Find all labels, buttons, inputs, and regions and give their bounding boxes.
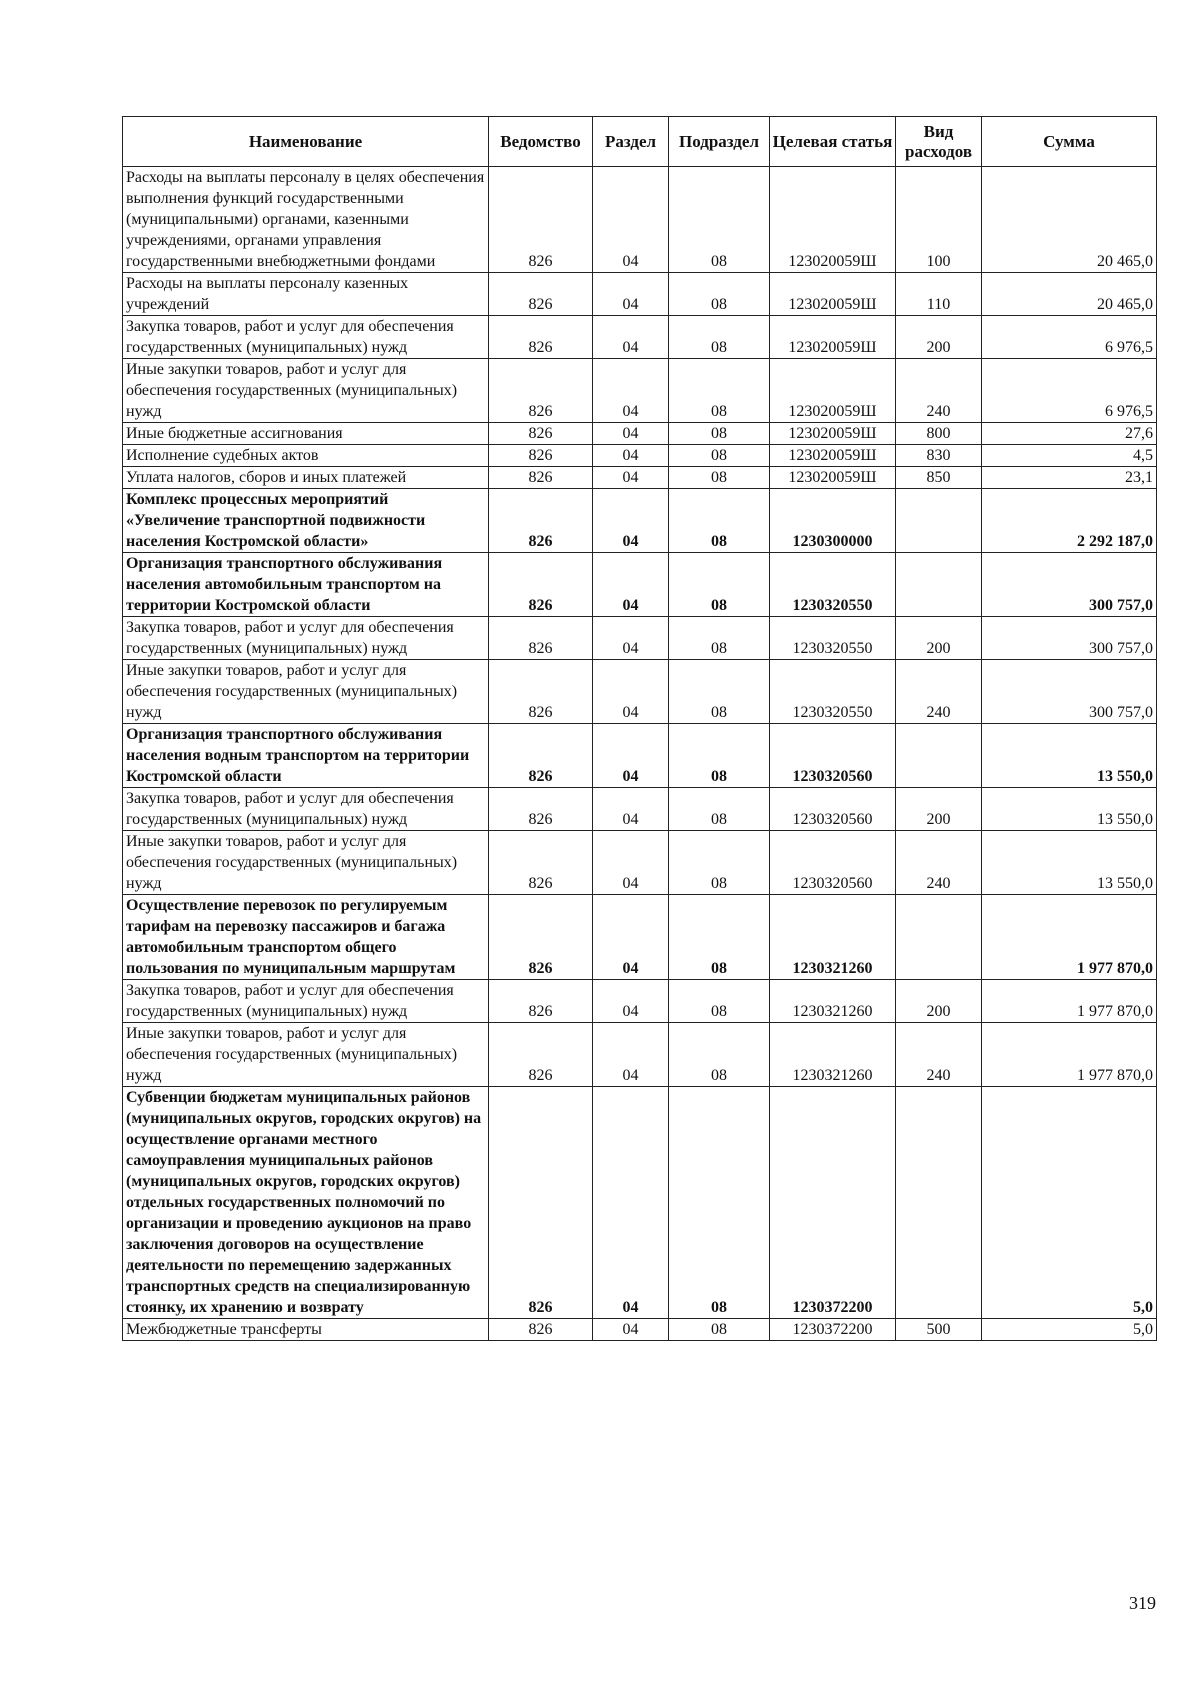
row-name: Иные бюджетные ассигнования: [123, 423, 489, 445]
row-subsection: 08: [669, 660, 770, 724]
table-row: [123, 660, 1157, 724]
row-dept: 826: [489, 423, 593, 445]
row-name: Организация транспортного обслуживания населения автомобильным транспортом на территории Костромской области: [123, 553, 489, 617]
row-subsection: 08: [669, 553, 770, 617]
table-row: [123, 1319, 1157, 1341]
header-section: Раздел: [593, 117, 669, 167]
row-section: 04: [593, 724, 669, 788]
row-dept: 826: [489, 316, 593, 359]
row-exptype: 240: [896, 831, 982, 895]
row-exptype: 240: [896, 660, 982, 724]
row-article: 123020059Ш: [770, 167, 896, 273]
row-name: Исполнение судебных актов: [123, 445, 489, 467]
row-article: 1230372200: [770, 1087, 896, 1319]
row-article: 1230300000: [770, 489, 896, 553]
row-subsection: 08: [669, 467, 770, 489]
row-amount: 6 976,5: [982, 316, 1157, 359]
row-dept: 826: [489, 724, 593, 788]
row-amount: 23,1: [982, 467, 1157, 489]
row-amount: 1 977 870,0: [982, 1023, 1157, 1087]
row-name: Субвенции бюджетам муниципальных районов (муниципальных округов, городских округов) на осуществление органами местного самоуправления муниципальных районов (муниципальных округов, городских округов) отдельных государственных полномочий по организации и проведению аукционов на право заключения договоров на осуществление деятельности по перемещению задержанных транспортных средств на специализированную стоянку, их хранению и возврату: [123, 1087, 489, 1319]
row-article: 123020059Ш: [770, 273, 896, 316]
table-row: [123, 1023, 1157, 1087]
row-amount: 300 757,0: [982, 617, 1157, 660]
header-name: Наименование: [123, 117, 489, 167]
row-name: Комплекс процессных мероприятий «Увеличение транспортной подвижности населения Костромской области»: [123, 489, 489, 553]
row-exptype: 500: [896, 1319, 982, 1341]
row-dept: 826: [489, 359, 593, 423]
table-row-bold: [123, 553, 1157, 617]
row-amount: 27,6: [982, 423, 1157, 445]
row-dept: 826: [489, 167, 593, 273]
row-article: 1230372200: [770, 1319, 896, 1341]
row-article: 1230320550: [770, 660, 896, 724]
header-dept: Ведомство: [489, 117, 593, 167]
header-amount: Сумма: [982, 117, 1157, 167]
row-name: Закупка товаров, работ и услуг для обеспечения государственных (муниципальных) нужд: [123, 617, 489, 660]
row-exptype: [896, 895, 982, 980]
row-article: 123020059Ш: [770, 423, 896, 445]
row-name: Организация транспортного обслуживания населения водным транспортом на территории Костромской области: [123, 724, 489, 788]
row-article: 123020059Ш: [770, 467, 896, 489]
row-section: 04: [593, 788, 669, 831]
row-name: Закупка товаров, работ и услуг для обеспечения государственных (муниципальных) нужд: [123, 316, 489, 359]
table-row: [123, 788, 1157, 831]
table-row: [123, 273, 1157, 316]
row-section: 04: [593, 553, 669, 617]
row-amount: 1 977 870,0: [982, 895, 1157, 980]
row-amount: 1 977 870,0: [982, 980, 1157, 1023]
page-number: 319: [1129, 1593, 1156, 1613]
row-name: Расходы на выплаты персоналу казенных учреждений: [123, 273, 489, 316]
row-article: 123020059Ш: [770, 359, 896, 423]
row-article: 1230320550: [770, 617, 896, 660]
row-amount: 5,0: [982, 1319, 1157, 1341]
row-exptype: 800: [896, 423, 982, 445]
row-subsection: 08: [669, 980, 770, 1023]
row-section: 04: [593, 1023, 669, 1087]
table-header-row: [123, 117, 1157, 167]
row-amount: 4,5: [982, 445, 1157, 467]
row-section: 04: [593, 489, 669, 553]
row-name: Расходы на выплаты персоналу в целях обеспечения выполнения функций государственными (муниципальными) органами, казенными учреждениями, органами управления государственными внебюджетными фондами: [123, 167, 489, 273]
row-amount: 6 976,5: [982, 359, 1157, 423]
row-dept: 826: [489, 553, 593, 617]
row-dept: 826: [489, 467, 593, 489]
row-exptype: [896, 724, 982, 788]
table-row-bold: [123, 724, 1157, 788]
row-exptype: 200: [896, 788, 982, 831]
row-subsection: 08: [669, 788, 770, 831]
row-name: Межбюджетные трансферты: [123, 1319, 489, 1341]
table-row-bold: [123, 1087, 1157, 1319]
row-subsection: 08: [669, 831, 770, 895]
row-subsection: 08: [669, 167, 770, 273]
row-dept: 826: [489, 617, 593, 660]
table-row: [123, 167, 1157, 273]
row-amount: 300 757,0: [982, 660, 1157, 724]
row-dept: 826: [489, 445, 593, 467]
row-article: 1230320550: [770, 553, 896, 617]
table-row: [123, 980, 1157, 1023]
header-subsection: Подраздел: [669, 117, 770, 167]
row-name: Закупка товаров, работ и услуг для обеспечения государственных (муниципальных) нужд: [123, 788, 489, 831]
table-row-bold: [123, 489, 1157, 553]
row-section: 04: [593, 467, 669, 489]
row-amount: 5,0: [982, 1087, 1157, 1319]
row-amount: 13 550,0: [982, 724, 1157, 788]
row-name: Иные закупки товаров, работ и услуг для обеспечения государственных (муниципальных) нужд: [123, 1023, 489, 1087]
row-amount: 2 292 187,0: [982, 489, 1157, 553]
table-row: [123, 445, 1157, 467]
row-amount: 300 757,0: [982, 553, 1157, 617]
budget-table: [122, 116, 1157, 1341]
row-section: 04: [593, 316, 669, 359]
row-section: 04: [593, 1087, 669, 1319]
row-amount: 20 465,0: [982, 273, 1157, 316]
header-exptype: Вид расходов: [896, 117, 982, 167]
table-row: [123, 617, 1157, 660]
row-amount: 20 465,0: [982, 167, 1157, 273]
row-section: 04: [593, 617, 669, 660]
row-article: 1230320560: [770, 724, 896, 788]
row-subsection: 08: [669, 489, 770, 553]
row-dept: 826: [489, 273, 593, 316]
row-dept: 826: [489, 788, 593, 831]
row-dept: 826: [489, 1023, 593, 1087]
row-subsection: 08: [669, 1023, 770, 1087]
row-section: 04: [593, 359, 669, 423]
row-subsection: 08: [669, 445, 770, 467]
row-article: 123020059Ш: [770, 316, 896, 359]
row-subsection: 08: [669, 316, 770, 359]
row-section: 04: [593, 167, 669, 273]
table-row: [123, 423, 1157, 445]
row-exptype: 200: [896, 617, 982, 660]
row-amount: 13 550,0: [982, 788, 1157, 831]
row-dept: 826: [489, 831, 593, 895]
table-row: [123, 316, 1157, 359]
row-exptype: [896, 1087, 982, 1319]
row-name: Иные закупки товаров, работ и услуг для обеспечения государственных (муниципальных) нужд: [123, 359, 489, 423]
table-row: [123, 467, 1157, 489]
row-exptype: 240: [896, 1023, 982, 1087]
row-exptype: 200: [896, 316, 982, 359]
row-subsection: 08: [669, 359, 770, 423]
row-subsection: 08: [669, 1319, 770, 1341]
row-name: Иные закупки товаров, работ и услуг для обеспечения государственных (муниципальных) нужд: [123, 660, 489, 724]
header-article: Целевая статья: [770, 117, 896, 167]
row-exptype: [896, 489, 982, 553]
row-name: Уплата налогов, сборов и иных платежей: [123, 467, 489, 489]
table-row-bold: [123, 895, 1157, 980]
row-article: 1230320560: [770, 831, 896, 895]
row-section: 04: [593, 895, 669, 980]
row-section: 04: [593, 660, 669, 724]
row-exptype: 200: [896, 980, 982, 1023]
row-exptype: [896, 553, 982, 617]
row-name: Осуществление перевозок по регулируемым тарифам на перевозку пассажиров и багажа автомобильным транспортом общего пользования по муниципальным маршрутам: [123, 895, 489, 980]
row-dept: 826: [489, 1319, 593, 1341]
row-exptype: 100: [896, 167, 982, 273]
row-subsection: 08: [669, 423, 770, 445]
row-subsection: 08: [669, 895, 770, 980]
row-article: 1230321260: [770, 980, 896, 1023]
row-article: 1230320560: [770, 788, 896, 831]
row-dept: 826: [489, 660, 593, 724]
row-article: 123020059Ш: [770, 445, 896, 467]
row-subsection: 08: [669, 273, 770, 316]
row-article: 1230321260: [770, 895, 896, 980]
row-exptype: 850: [896, 467, 982, 489]
row-section: 04: [593, 1319, 669, 1341]
table-row: [123, 359, 1157, 423]
row-subsection: 08: [669, 724, 770, 788]
row-amount: 13 550,0: [982, 831, 1157, 895]
row-dept: 826: [489, 489, 593, 553]
row-dept: 826: [489, 980, 593, 1023]
row-section: 04: [593, 445, 669, 467]
row-section: 04: [593, 831, 669, 895]
row-name: Закупка товаров, работ и услуг для обеспечения государственных (муниципальных) нужд: [123, 980, 489, 1023]
row-exptype: 240: [896, 359, 982, 423]
row-section: 04: [593, 423, 669, 445]
row-section: 04: [593, 980, 669, 1023]
row-dept: 826: [489, 1087, 593, 1319]
table-row: [123, 831, 1157, 895]
row-subsection: 08: [669, 1087, 770, 1319]
row-subsection: 08: [669, 617, 770, 660]
row-exptype: 830: [896, 445, 982, 467]
row-exptype: 110: [896, 273, 982, 316]
row-article: 1230321260: [770, 1023, 896, 1087]
row-dept: 826: [489, 895, 593, 980]
row-name: Иные закупки товаров, работ и услуг для обеспечения государственных (муниципальных) нужд: [123, 831, 489, 895]
row-section: 04: [593, 273, 669, 316]
